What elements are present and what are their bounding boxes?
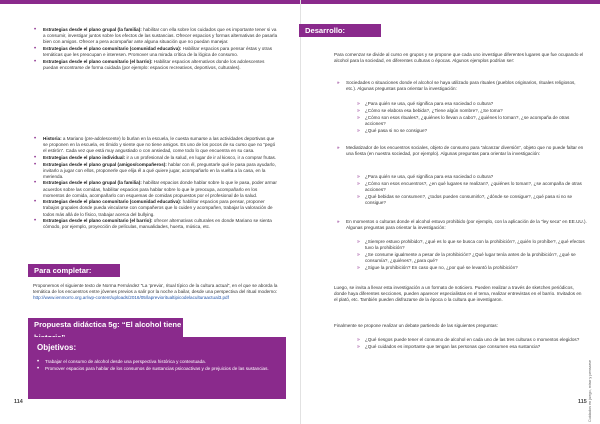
list-item: » ¿Se consume igualmente a pesar de la prohibición? ¿Qué lugar tenía antes de la prohibición?, ¿qué se consumía?, ¿quiénes?, ¿para qué? — [357, 252, 585, 264]
list-item: • Estrategias desde el plano grupal (la familia): habilitar con ella sobre los cuidados que es importante tener si va a consumir, investigar juntos sobre los efectos de las sustancias. Ofrecer espacios y formas alternativas de pasarla bien con amigos. Ofrecer a pera acompañar ante alguna situación que no puedan manejar. — [33, 27, 278, 45]
list-item: » ¿Qué bebidas se consumen?, ¿todos pueden consumirlo?, ¿dónde se consigue?, ¿qué pasa si no se consigue? — [357, 194, 585, 206]
list-item: • Estrategias desde el plano grupal (amigos/compañeros): hablar con él, preguntarle qué le pasa para ayudarlo, invitarlo a jugar con ellos, proponerle que elija él a qué quiere jugar, acompañarlo en la vuelta a la casa, en la merienda. — [33, 162, 278, 180]
research-item-prohibition: » En momentos o culturas donde el alcohol estuvo prohibido (por ejemplo, con la aplicación de la “ley seca” en EE.UU.). Algunas preguntas para orientar la investigación: — [337, 219, 587, 231]
debate-paragraph: Finalmente se propone realizar un debate partiendo de las siguientes preguntas: — [334, 323, 498, 328]
strategies-list-a — [33, 27, 278, 71]
propuesta-heading: Propuesta didáctica 5g: “El alcohol tiene — [28, 318, 183, 344]
strategies-list-b — [33, 136, 278, 231]
list-item: » ¿Sigue la prohibición? En caso que no, ¿por qué se levantó la prohibición? — [357, 265, 585, 271]
list-item: • Promover espacios para hablar de los consumos de sustancias psicoactivas y de prejuicios de las sustancias. — [37, 366, 277, 372]
list-item: » ¿Qué cuidados es importante que tengan las personas que consumen esa sustancia? — [357, 344, 585, 350]
questions-list-2 — [357, 174, 585, 207]
list-item: » ¿Qué pasa si no se consigue? — [357, 128, 585, 134]
objectives-box — [28, 337, 286, 399]
side-section-label: Cuidados en juego, mirar y pensarse — [588, 360, 592, 423]
page-number-right: 115 — [578, 399, 587, 405]
list-item: » ¿Para quién se usa, qué significa para esa sociedad o cultura? — [357, 174, 585, 180]
questions-list-3 — [357, 239, 585, 272]
page-number-left: 114 — [14, 399, 23, 405]
list-item: » ¿Para quién se usa, qué significa para esa sociedad o cultura? — [357, 101, 585, 107]
top-accent-bar — [0, 0, 300, 4]
list-item: » ¿Cómo son esos rituales?, ¿quiénes lo llevan a cabo?, ¿quiénes lo toman?, ¿se acompaña de otras acciones? — [357, 115, 585, 127]
list-item: » ¿Qué riesgos puede tener el consumo de alcohol en cada uno de las tres culturas o momentos elegidos? — [357, 337, 585, 343]
list-item: • Estrategias desde el plano comunitario (el barrio): Habilitar espacios alternativos donde los adolescentes puedan encontrarse de forma cuidada (por ejemplo: espacios recreativos, deportivos, culturales). — [33, 59, 278, 71]
list-item: • Estrategias desde el plano individual: ir a un profesional de la salud, en lugar de ir al kiosco, ir a comprar frutas. — [33, 155, 278, 161]
para-completar-text: Proponemos el siguiente texto de Norma Fernández “La ‘previa’, ritual típico de la cultura actual”, en el que se aborda la temática de los encuentros entre jóvenes previos a salir por la noche a bailar, desde una perspectiva del ritual moderno: http://www.ienmorro.org.ar/wp-content/uploads/2016/05/laprevioritualtipicodelaculturaactual3.pdf — [33, 283, 278, 301]
objectives-title: Objetivos: — [37, 343, 77, 352]
list-item: • Estrategias desde el plano comunitario (el barrio): ofrecer alternativas culturales en donde Mariano se sienta cómodo, por ejemplo, proyección de películas, manualidades, huerta, música, etc. — [33, 218, 278, 230]
research-item-rituals: » Sociedades o situaciones donde el alcohol se haya utilizado para rituales (pueblos originarios, rituales religiosos, etc.). Algunas preguntas para orientar la investigación: — [337, 80, 587, 92]
top-accent-bar — [301, 0, 600, 4]
right-page — [300, 0, 600, 424]
research-item-social: » Mediatizador de los encuentros sociales, objeto de consumo para “alcanzar diversión”, objeto que no puede faltar en una fiesta (en nuestra sociedad, por ejemplo). Algunas preguntas para orientar la investigación: — [337, 145, 587, 157]
objectives-list — [37, 359, 277, 373]
questions-list-4 — [357, 337, 585, 351]
list-item: • Estrategias desde el plano comunitario (comunidad educativa): Habilitar espacios para pensar éstas y otras temáticas que les preocupan e interesen. Promover una mirada crítica de la lógica de consumo. — [33, 46, 278, 58]
list-item: » ¿Cómo son esos encuentros?, ¿en qué lugares se realizan?, ¿quiénes lo toman?, ¿se acompaña de otras acciones? — [357, 181, 585, 193]
para-completar-heading: Para completar: — [28, 264, 120, 277]
list-item: • Historia: a Mariano (pre-adolescente) lo burlan en la escuela, le cuesta sumarse a las actividades deportivas que se proponen en la escuela, es tímido y siente que no tiene amigos. Es uno de los pocos de su curso que no “pegó el estirón”. Cada vez que está muy angustiado o con ansiedad, come todo lo que encuentra en su casa. — [33, 136, 278, 154]
list-item: • Estrategias desde el plano grupal (la familia): habilitar espacios donde hablar sobre lo que le pasa, poder armar acuerdos sobre las comidas, habilitar espacios para hablar sobre lo que le preocupa, acompañarlo en los momentos de comida, acompañarlo con esquemas de comidas propuestos por el profesional de la salud. — [33, 180, 278, 198]
desarrollo-heading: Desarrollo: — [299, 24, 381, 37]
intro-paragraph: Para comenzar se divide al curso en grupos y se propone que cada uno investigue diferentes lugares que fue ocupando el alcohol para la sociedad, en diferentes culturas o épocas. Algunos ejemplos podrían ser: — [334, 52, 584, 64]
news-format-paragraph: Luego, se invita a llevar esta investigación a un formato de noticiero. Pueden realizar a través de sketches periódicos, donde haya diferentes secciones, pueden aparecer especialistas en el tema, realizar entrevistas en el barrio. Invitados en el plató, etc. También pueden disfrazarse de la época o la cultura que investigaron. — [334, 285, 582, 303]
list-item: » ¿Siempre estuvo prohibido?, ¿qué es lo que se busca con la prohibición?, ¿quién lo prohíbe?, ¿qué efectos tuvo la prohibición? — [357, 239, 585, 251]
list-item: • Estrategias desde el plano comunitario (comunidad educativa): habilitar espacios para pensar, proponer trabajos grupales donde pueda vincularse con compañeros que lo cuiden y acompañen, trabajar la valoración de todos más allá de lo físico, trabajar acerca del bullying. — [33, 199, 278, 217]
questions-list-1 — [357, 101, 585, 135]
list-item: » ¿Cómo se elabora esa bebida?, ¿Tiene algún nombre?, ¿Se toma? — [357, 108, 585, 114]
list-item: • Trabajar el consumo de alcohol desde una perspectiva histórica y contextuada. — [37, 359, 277, 365]
article-link[interactable]: http://www.ienmorro.org.ar/wp-content/uploads/2016/05/laprevioritualtipicodelaculturaactual3.pdf — [33, 295, 229, 301]
